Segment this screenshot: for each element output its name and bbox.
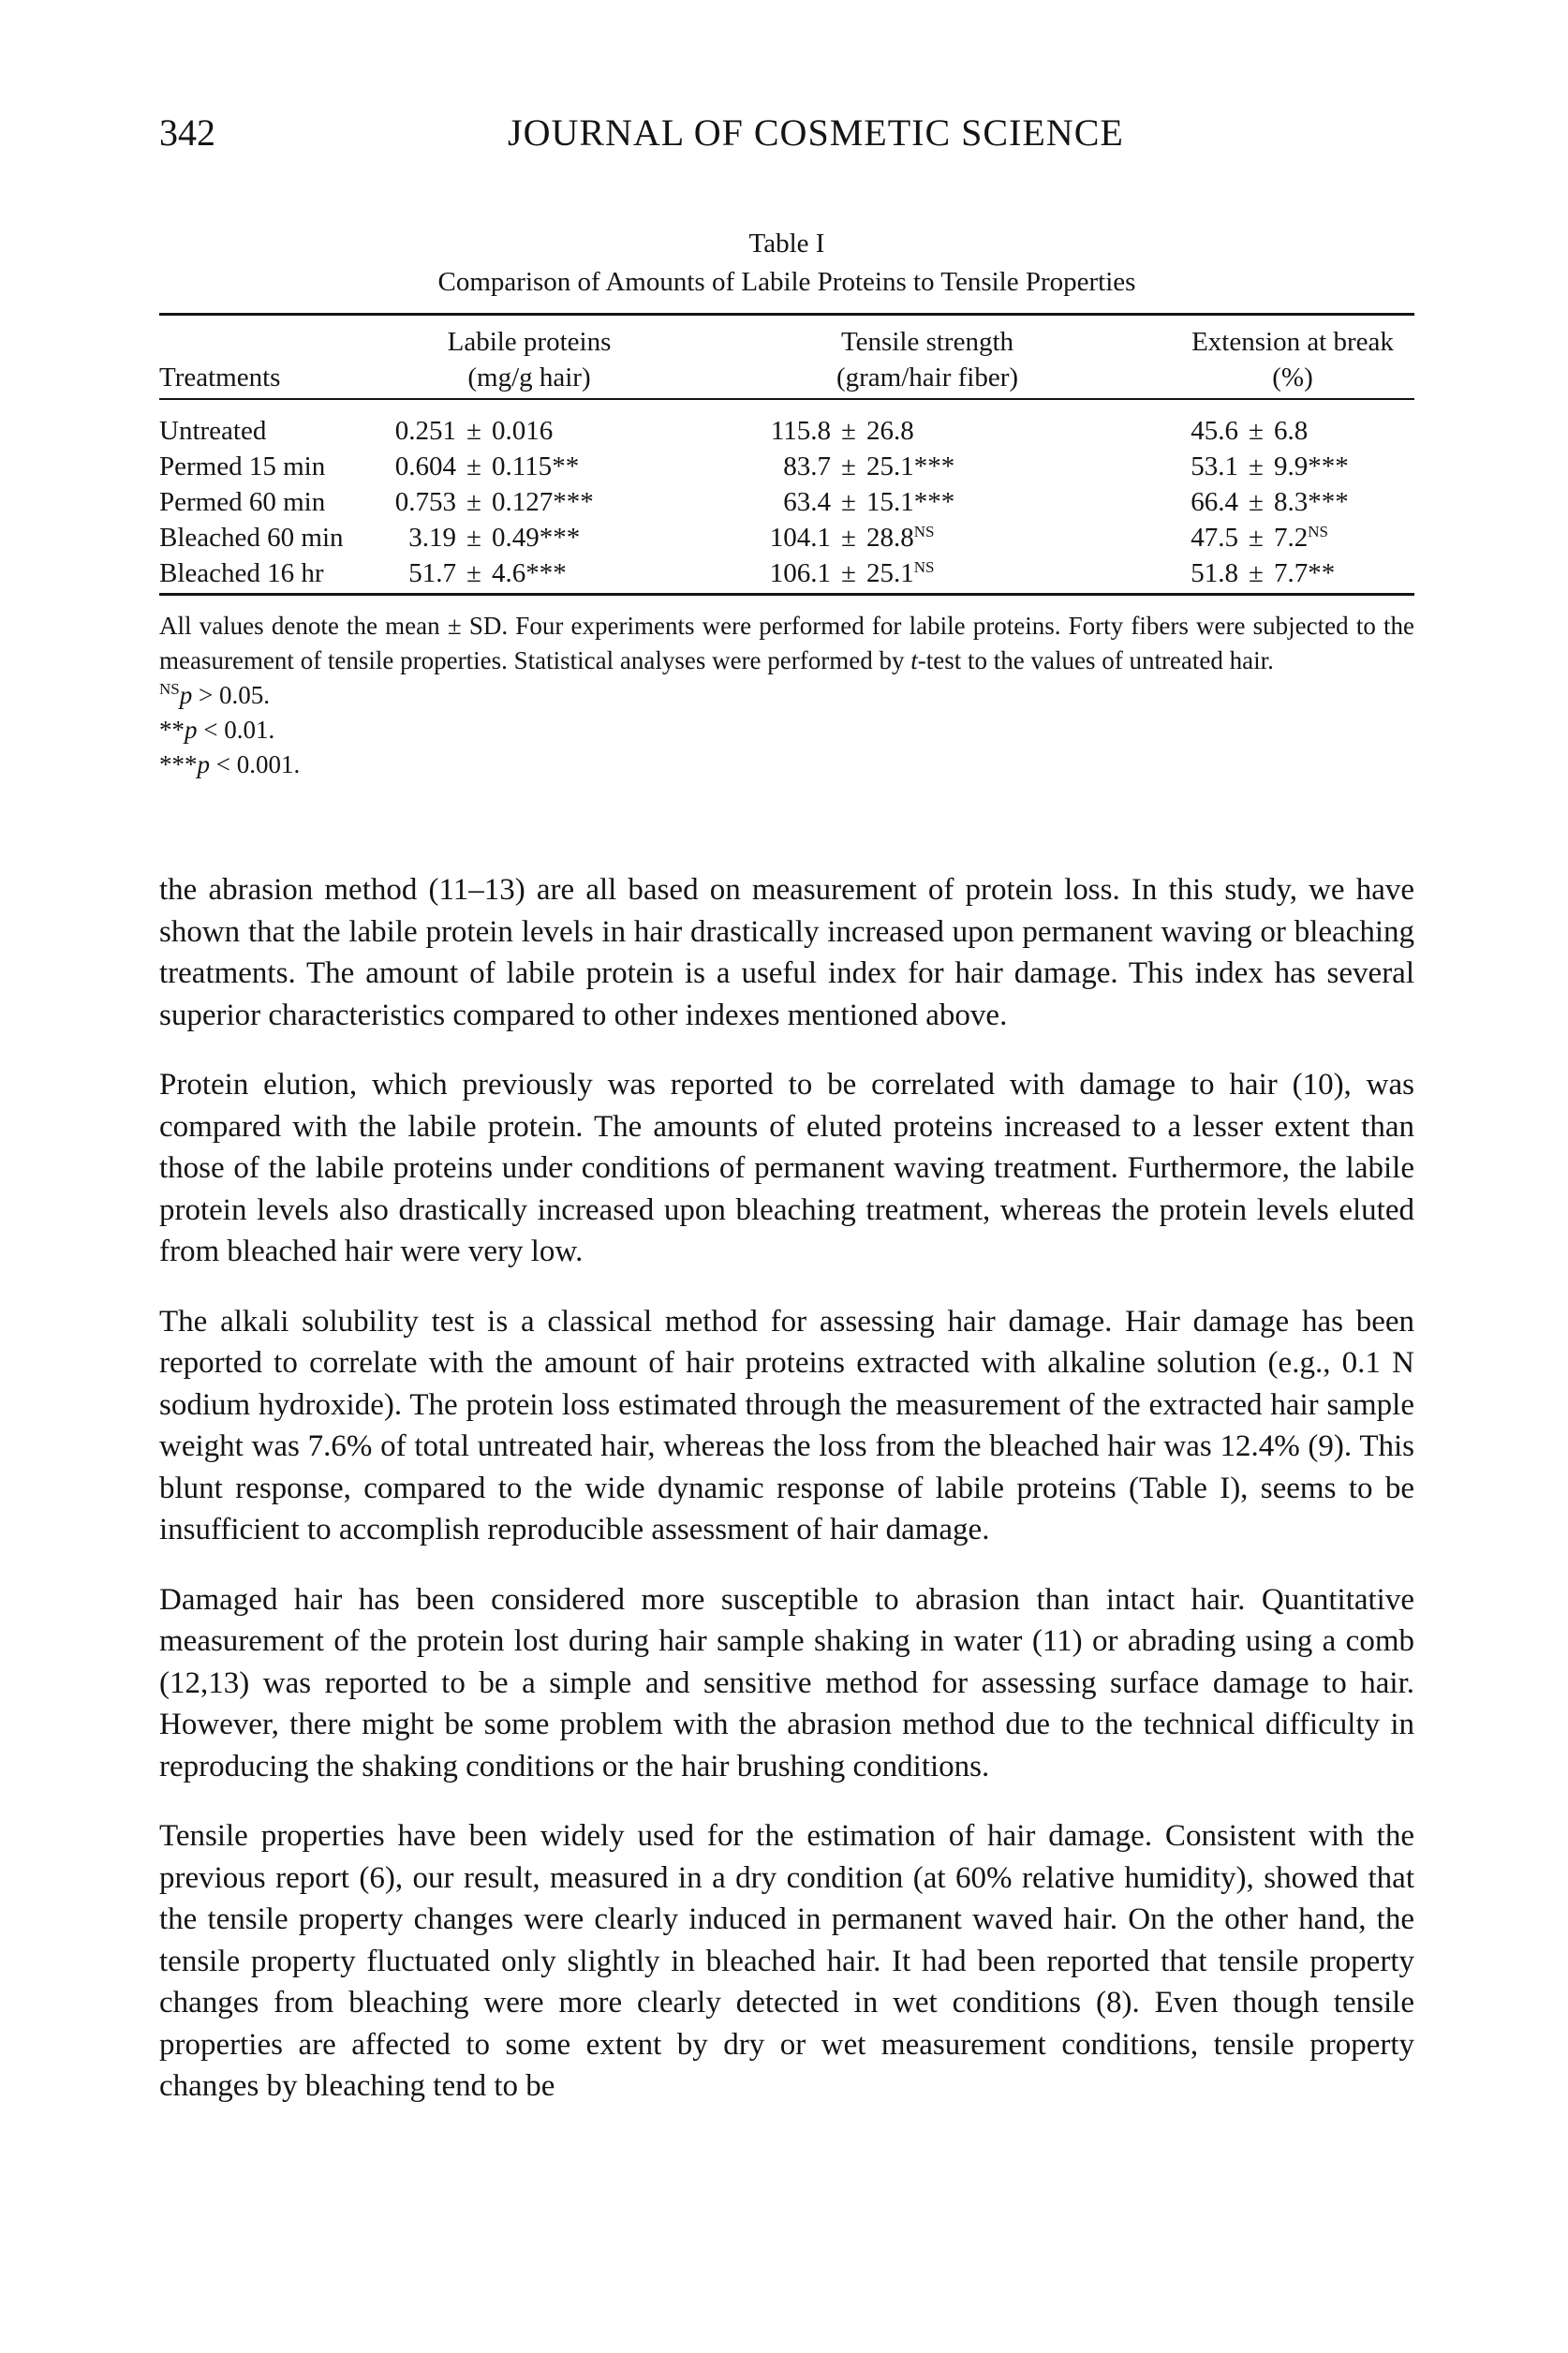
plus-minus-sign: ±: [1249, 558, 1264, 588]
value-mean: 45.6: [1191, 416, 1238, 446]
treatment-cell: Permed 60 min: [159, 487, 326, 517]
page-number: 342: [159, 111, 215, 154]
value-mean: 0.753: [394, 487, 456, 517]
paragraph: the abrasion method (11–13) are all based on measurement of protein loss. In this study, we have shown that the labile protein levels in hair drastically increased upon permanent waving or bleaching treatments. The amount of labile protein is a useful index for hair damage. This index has several superior characteristics compared to other indexes mentioned above.: [159, 873, 1414, 1032]
value-sd: 6.8: [1274, 416, 1309, 446]
value-sd: 28.8: [866, 523, 914, 553]
header-ext-line1: Extension at break: [1191, 327, 1394, 357]
value-mean: 83.7: [783, 451, 831, 481]
plus-minus-sign: ±: [466, 416, 481, 446]
table-note-text: All values denote the mean ± SD. Four experiments were performed for labile proteins. Forty fibers were subjected to the measurement of tensile properties. Statistical analyses were performed by: [159, 612, 1414, 674]
plus-minus-sign: ±: [466, 558, 481, 588]
header-ext-line2: (%): [1272, 363, 1313, 392]
table-subtitle: Comparison of Amounts of Labile Proteins to Tensile Properties: [437, 267, 1136, 297]
header-tensile-strength: [768, 324, 1087, 395]
plus-minus-sign: ±: [1249, 451, 1264, 481]
plus-minus-sign: ±: [1249, 523, 1264, 553]
body-text: [159, 869, 1414, 2136]
paragraph: The alkali solubility test is a classical method for assessing hair damage. Hair damage has been reported to correlate with the amount of hair proteins extracted with alkaline solution (e.g., 0.1 N sodium hydroxide). The protein loss estimated through the measurement of the extracted hair sample weight was 7.6% of total untreated hair, whereas the loss from the bleached hair was 12.4% (9). This blunt response, compared to the wide dynamic response of labile proteins (Table I), seems to be insufficient to accomplish reproducible assessment of hair damage.: [159, 1304, 1414, 1546]
value-sd: 7.7: [1274, 558, 1309, 588]
significance-mark: NS: [913, 558, 935, 576]
table-notes: [159, 609, 1414, 782]
value-sd: 0.115: [492, 451, 553, 481]
labile-cell: [370, 413, 554, 449]
table-body: [159, 413, 1414, 591]
value-mean: 63.4: [783, 487, 831, 517]
footnote-p: p: [185, 716, 198, 744]
tensile-cell: [745, 555, 935, 591]
significance-mark: NS: [913, 523, 935, 540]
value-mean: 0.604: [394, 451, 456, 481]
table-row: [159, 413, 1414, 449]
footnote-mark: **: [159, 716, 185, 744]
running-head: [159, 111, 1414, 167]
journal-title: JOURNAL OF COSMETIC SCIENCE: [508, 111, 1124, 154]
significance-mark: ***: [1308, 451, 1349, 481]
treatment-cell: Permed 15 min: [159, 451, 326, 481]
table-row: [159, 449, 1414, 484]
plus-minus-sign: ±: [841, 523, 856, 553]
value-sd: 0.49: [492, 523, 540, 553]
footnote-mark: NS: [159, 680, 180, 698]
value-sd: 0.016: [492, 416, 554, 446]
value-mean: 51.7: [408, 558, 456, 588]
footnote-double-star: [159, 713, 1414, 747]
plus-minus-sign: ±: [841, 451, 856, 481]
table-note: [159, 609, 1414, 678]
value-sd: 9.9: [1274, 451, 1309, 481]
value-sd: 25.1: [866, 451, 914, 481]
header-tensile-line2: (gram/hair fiber): [836, 363, 1019, 392]
extension-cell: [1171, 520, 1328, 555]
paragraph: Tensile properties have been widely used for the estimation of hair damage. Consistent with the previous report (6), our result, measured in a dry condition (at 60% relative humidity), showed that the tensile property changes were clearly induced in permanent waved hair. On the other hand, the tensile property fluctuated only slightly in bleached hair. It had been reported that tensile property changes from bleaching were more clearly detected in wet conditions (8). Even though tensile properties are affected to some extent by dry or wet measurement conditions, tensile property changes by bleaching tend to be: [159, 1819, 1414, 2103]
significance-mark: ***: [1308, 487, 1349, 517]
header-labile-proteins: [389, 324, 670, 395]
value-mean: 51.8: [1191, 558, 1238, 588]
value-sd: 8.3: [1274, 487, 1309, 517]
table-bottom-rule: [159, 593, 1414, 596]
value-mean: 106.1: [769, 558, 831, 588]
value-mean: 115.8: [770, 416, 831, 446]
table-top-rule: [159, 313, 1414, 316]
significance-mark: NS: [1308, 523, 1328, 540]
treatment-cell: Bleached 16 hr: [159, 558, 324, 588]
plus-minus-sign: ±: [1249, 487, 1264, 517]
paragraph: Damaged hair has been considered more susceptible to abrasion than intact hair. Quantitative measurement of the protein lost during hair sample shaking in water (11) or abrading using a comb (12,13) was reported to be a simple and sensitive method for assessing surface damage to hair. However, there might be some problem with the abrasion method due to the technical difficulty in reproducing the shaking conditions or the hair brushing conditions.: [159, 1582, 1414, 1783]
plus-minus-sign: ±: [466, 523, 481, 553]
extension-cell: [1171, 555, 1336, 591]
extension-cell: [1171, 413, 1309, 449]
table-row: [159, 555, 1414, 591]
value-mean: 104.1: [769, 523, 831, 553]
plus-minus-sign: ±: [1249, 416, 1264, 446]
header-tensile-line1: Tensile strength: [840, 327, 1013, 357]
significance-mark: ***: [553, 487, 594, 517]
significance-mark: ***: [913, 451, 955, 481]
extension-cell: [1171, 484, 1349, 520]
significance-mark: ***: [525, 558, 567, 588]
table-row: [159, 484, 1414, 520]
header-labile-line1: Labile proteins: [447, 327, 612, 357]
footnote-triple-star: [159, 747, 1414, 782]
value-mean: 3.19: [408, 523, 456, 553]
plus-minus-sign: ±: [841, 487, 856, 517]
footnote-p: p: [197, 750, 210, 778]
value-sd: 15.1: [866, 487, 914, 517]
labile-cell: [370, 449, 580, 484]
significance-mark: ***: [913, 487, 955, 517]
value-sd: 4.6: [492, 558, 526, 588]
value-mean: 53.1: [1191, 451, 1238, 481]
tensile-cell: [745, 484, 955, 520]
plus-minus-sign: ±: [841, 558, 856, 588]
value-mean: 66.4: [1191, 487, 1238, 517]
footnote-ns: [159, 678, 1414, 713]
labile-cell: [370, 555, 567, 591]
header-extension-at-break: [1166, 324, 1419, 395]
table-row: [159, 520, 1414, 555]
labile-cell: [370, 484, 594, 520]
tensile-cell: [745, 413, 914, 449]
significance-mark: **: [1308, 558, 1336, 588]
tensile-cell: [745, 520, 935, 555]
value-mean: 0.251: [394, 416, 456, 446]
footnote-text: < 0.001.: [210, 750, 301, 778]
footnote-text: > 0.05.: [192, 681, 270, 709]
extension-cell: [1171, 449, 1349, 484]
tensile-cell: [745, 449, 955, 484]
treatment-cell: Untreated: [159, 416, 267, 446]
footnote-p: p: [179, 681, 193, 709]
footnote-mark: ***: [159, 750, 198, 778]
value-mean: 47.5: [1191, 523, 1238, 553]
table-note-text-end: -test to the values of untreated hair.: [917, 646, 1274, 674]
significance-mark: ***: [539, 523, 581, 553]
treatment-cell: Bleached 60 min: [159, 523, 344, 553]
table-caption: [159, 225, 1414, 302]
table-header-rule: [159, 398, 1414, 400]
plus-minus-sign: ±: [466, 487, 481, 517]
header-labile-line2: (mg/g hair): [467, 363, 591, 392]
table-header: [159, 324, 1414, 395]
plus-minus-sign: ±: [841, 416, 856, 446]
value-sd: 0.127: [492, 487, 554, 517]
value-sd: 7.2: [1274, 523, 1309, 553]
value-sd: 26.8: [866, 416, 914, 446]
table-title: Table I: [748, 229, 825, 259]
significance-mark: **: [552, 451, 580, 481]
labile-cell: [370, 520, 581, 555]
plus-minus-sign: ±: [466, 451, 481, 481]
paragraph: Protein elution, which previously was reported to be correlated with damage to hair (10), was compared with the labile protein. The amounts of eluted proteins increased to a lesser extent than those of the labile proteins under conditions of permanent waving treatment. Furthermore, the labile protein levels also drastically increased upon bleaching treatment, whereas the protein levels eluted from bleached hair were very low.: [159, 1068, 1414, 1268]
value-sd: 25.1: [866, 558, 914, 588]
footnote-text: < 0.01.: [197, 716, 275, 744]
table-note-t: t: [910, 646, 918, 674]
header-treatments: Treatments: [159, 363, 281, 392]
